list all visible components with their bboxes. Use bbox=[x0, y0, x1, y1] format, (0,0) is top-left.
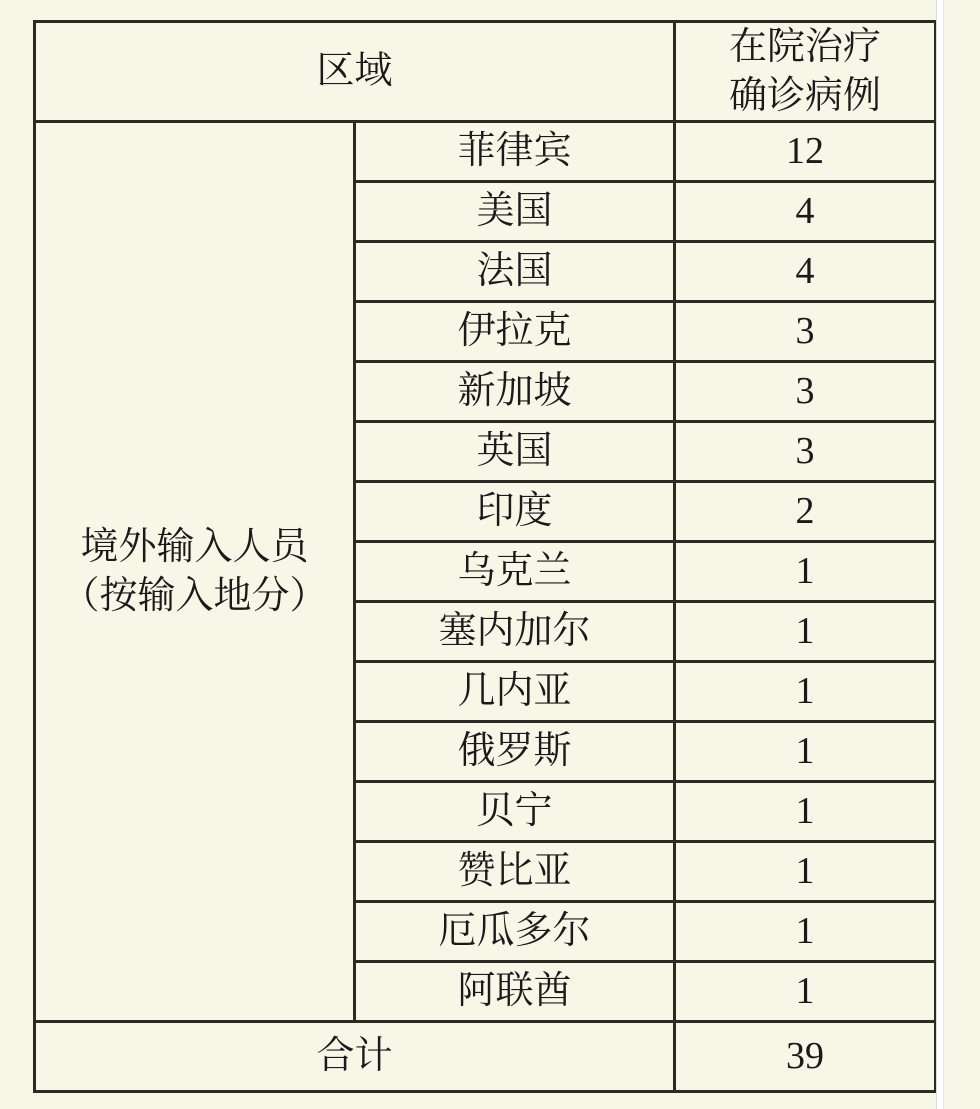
cases-count-cell: 1 bbox=[675, 782, 936, 842]
cases-count-cell: 1 bbox=[675, 722, 936, 782]
cases-count-cell: 2 bbox=[675, 482, 936, 542]
place-cell: 阿联酋 bbox=[355, 962, 675, 1022]
cases-header-line1: 在院治疗 bbox=[729, 26, 882, 68]
imported-cases-table bbox=[33, 20, 937, 1093]
cases-count-cell: 1 bbox=[675, 962, 936, 1022]
group-label-line1: 境外输入人员 bbox=[80, 526, 309, 569]
cases-count-cell: 4 bbox=[675, 182, 936, 242]
imported-group-cell bbox=[35, 122, 355, 1022]
place-cell: 英国 bbox=[355, 422, 675, 482]
page-edge-strip bbox=[936, 0, 944, 1109]
place-cell: 伊拉克 bbox=[355, 302, 675, 362]
place-cell: 贝宁 bbox=[355, 782, 675, 842]
group-label-line2: （按输入地分） bbox=[61, 574, 328, 617]
place-cell: 美国 bbox=[355, 182, 675, 242]
place-cell: 乌克兰 bbox=[355, 542, 675, 602]
table-header-row bbox=[35, 22, 936, 122]
cases-count-cell: 3 bbox=[675, 422, 936, 482]
total-label-cell: 合计 bbox=[35, 1022, 675, 1092]
table-row bbox=[35, 122, 936, 182]
total-value-cell: 39 bbox=[675, 1022, 936, 1092]
cases-count-cell: 3 bbox=[675, 362, 936, 422]
cases-count-cell: 1 bbox=[675, 902, 936, 962]
place-cell: 法国 bbox=[355, 242, 675, 302]
cases-header-cell bbox=[675, 22, 936, 122]
cases-count-cell: 1 bbox=[675, 602, 936, 662]
cases-count-cell: 1 bbox=[675, 542, 936, 602]
place-cell: 几内亚 bbox=[355, 662, 675, 722]
cases-count-cell: 1 bbox=[675, 842, 936, 902]
place-cell: 新加坡 bbox=[355, 362, 675, 422]
cases-count-cell: 3 bbox=[675, 302, 936, 362]
place-cell: 俄罗斯 bbox=[355, 722, 675, 782]
place-cell: 印度 bbox=[355, 482, 675, 542]
cases-count-cell: 4 bbox=[675, 242, 936, 302]
region-header-cell: 区域 bbox=[35, 22, 675, 122]
place-cell: 菲律宾 bbox=[355, 122, 675, 182]
cases-count-cell: 12 bbox=[675, 122, 936, 182]
cases-header-line2: 确诊病例 bbox=[729, 74, 882, 117]
place-cell: 赞比亚 bbox=[355, 842, 675, 902]
place-cell: 塞内加尔 bbox=[355, 602, 675, 662]
cases-count-cell: 1 bbox=[675, 662, 936, 722]
table-total-row bbox=[35, 1022, 936, 1092]
place-cell: 厄瓜多尔 bbox=[355, 902, 675, 962]
